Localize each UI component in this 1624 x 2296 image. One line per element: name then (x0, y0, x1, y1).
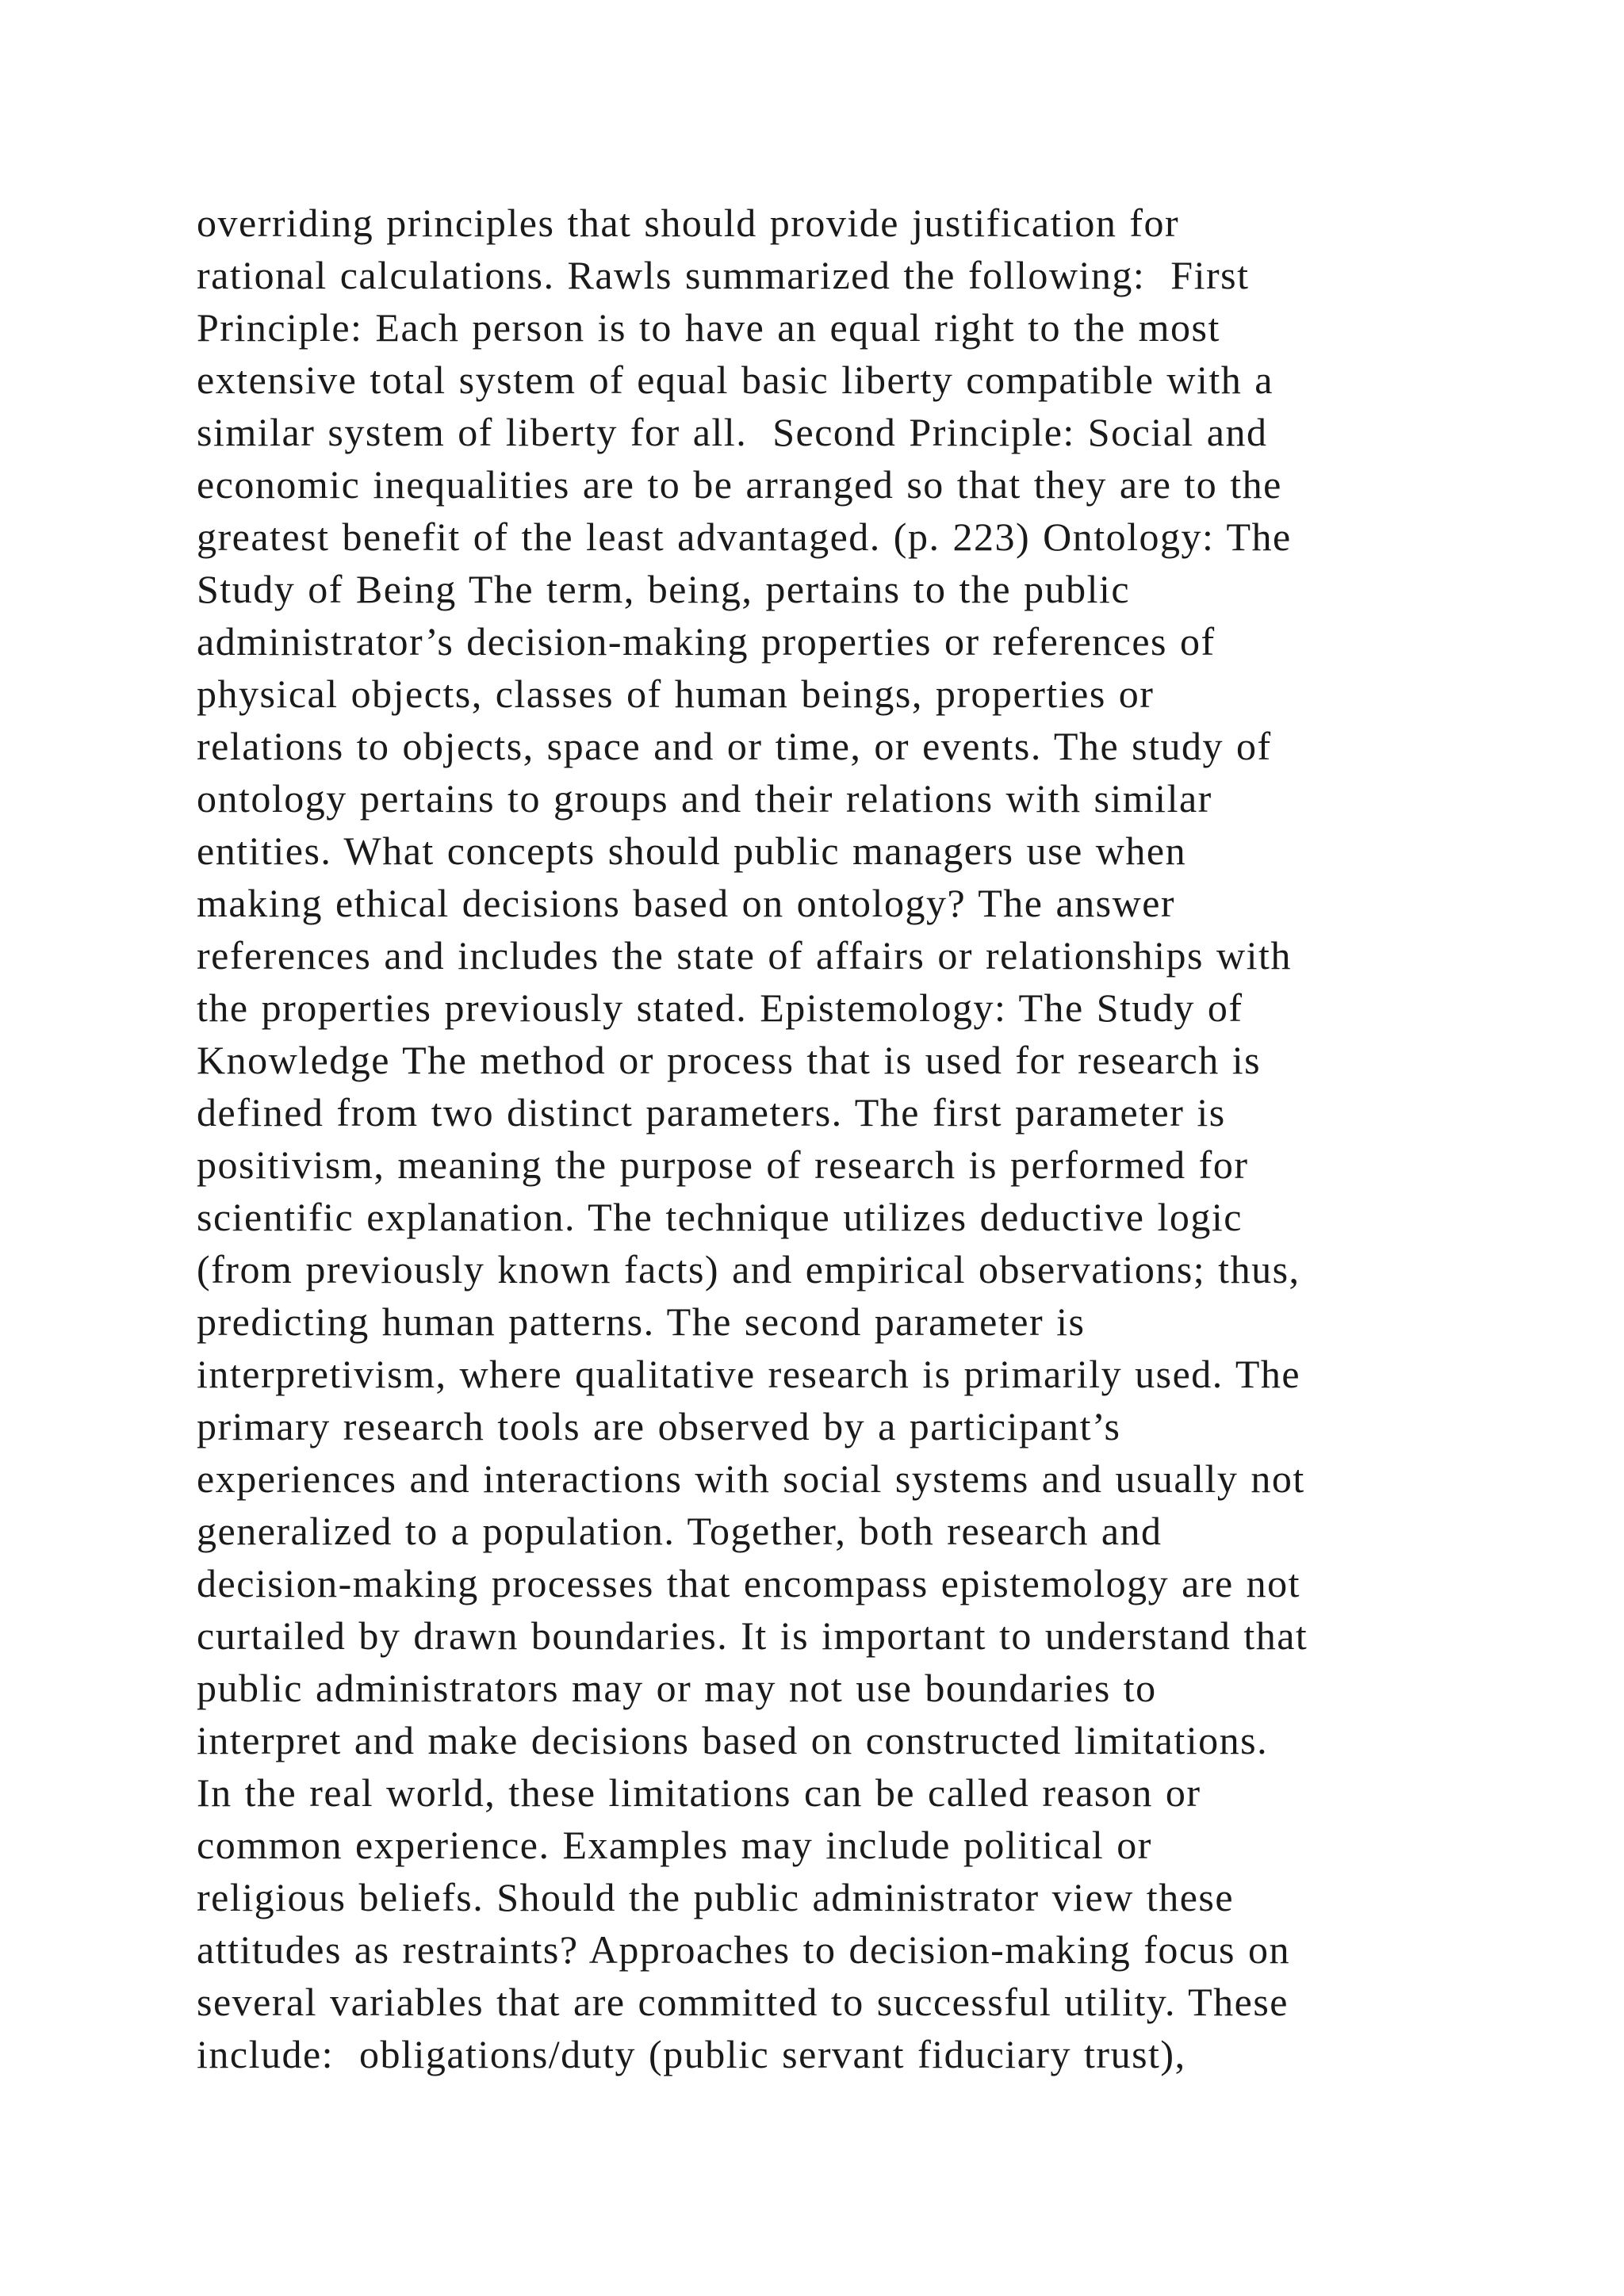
text-line: similar system of liberty for all. Second Principle: Social and (197, 410, 1268, 454)
text-line: ontology pertains to groups and their relations with similar (197, 776, 1212, 821)
text-line: administrator’s decision-making properties or references of (197, 619, 1216, 664)
text-line: Principle: Each person is to have an equal right to the most (197, 305, 1220, 350)
text-line: relations to objects, space and or time, or events. The study of (197, 724, 1272, 768)
text-line: references and includes the state of affairs or relationships with (197, 933, 1292, 978)
text-line: religious beliefs. Should the public administrator view these (197, 1875, 1235, 1919)
text-line: interpret and make decisions based on constructed limitations. (197, 1718, 1269, 1762)
text-line: entities. What concepts should public managers use when (197, 828, 1187, 873)
text-line: overriding principles that should provide justification for (197, 201, 1180, 245)
text-line: Knowledge The method or process that is used for research is (197, 1038, 1262, 1082)
text-line: predicting human patterns. The second parameter is (197, 1299, 1086, 1344)
text-line: scientific explanation. The technique utilizes deductive logic (197, 1195, 1243, 1239)
text-line: public administrators may or may not use boundaries to (197, 1666, 1157, 1710)
body-text (197, 197, 1561, 2080)
text-line: In the real world, these limitations can be called reason or (197, 1770, 1201, 1815)
text-line: extensive total system of equal basic liberty compatible with a (197, 358, 1274, 402)
text-line: several variables that are committed to successful utility. These (197, 1980, 1289, 2024)
text-line: the properties previously stated. Epistemology: The Study of (197, 985, 1243, 1030)
text-line: curtailed by drawn boundaries. It is important to understand that (197, 1613, 1308, 1658)
text-line: (from previously known facts) and empirical observations; thus, (197, 1247, 1300, 1292)
text-line: making ethical decisions based on ontology? The answer (197, 881, 1176, 925)
text-line: Study of Being The term, being, pertains to the public (197, 567, 1131, 611)
text-line: decision-making processes that encompass epistemology are not (197, 1561, 1301, 1605)
text-line: physical objects, classes of human beings, properties or (197, 672, 1155, 716)
text-line: attitudes as restraints? Approaches to decision-making focus on (197, 1927, 1291, 1972)
text-line: primary research tools are observed by a participant’s (197, 1404, 1121, 1448)
text-line: rational calculations. Rawls summarized the following: First (197, 253, 1250, 297)
text-line: common experience. Examples may include political or (197, 1823, 1152, 1867)
text-line: greatest benefit of the least advantaged. (p. 223) Ontology: The (197, 515, 1292, 559)
text-line: experiences and interactions with social systems and usually not (197, 1456, 1305, 1501)
text-line: generalized to a population. Together, both research and (197, 1509, 1162, 1553)
text-line: include: obligations/duty (public servant fiduciary trust), (197, 2032, 1186, 2076)
text-line: interpretivism, where qualitative research is primarily used. The (197, 1352, 1301, 1396)
text-line: defined from two distinct parameters. The first parameter is (197, 1090, 1226, 1135)
text-line: positivism, meaning the purpose of research is performed for (197, 1142, 1249, 1187)
text-line: economic inequalities are to be arranged so that they are to the (197, 462, 1282, 507)
